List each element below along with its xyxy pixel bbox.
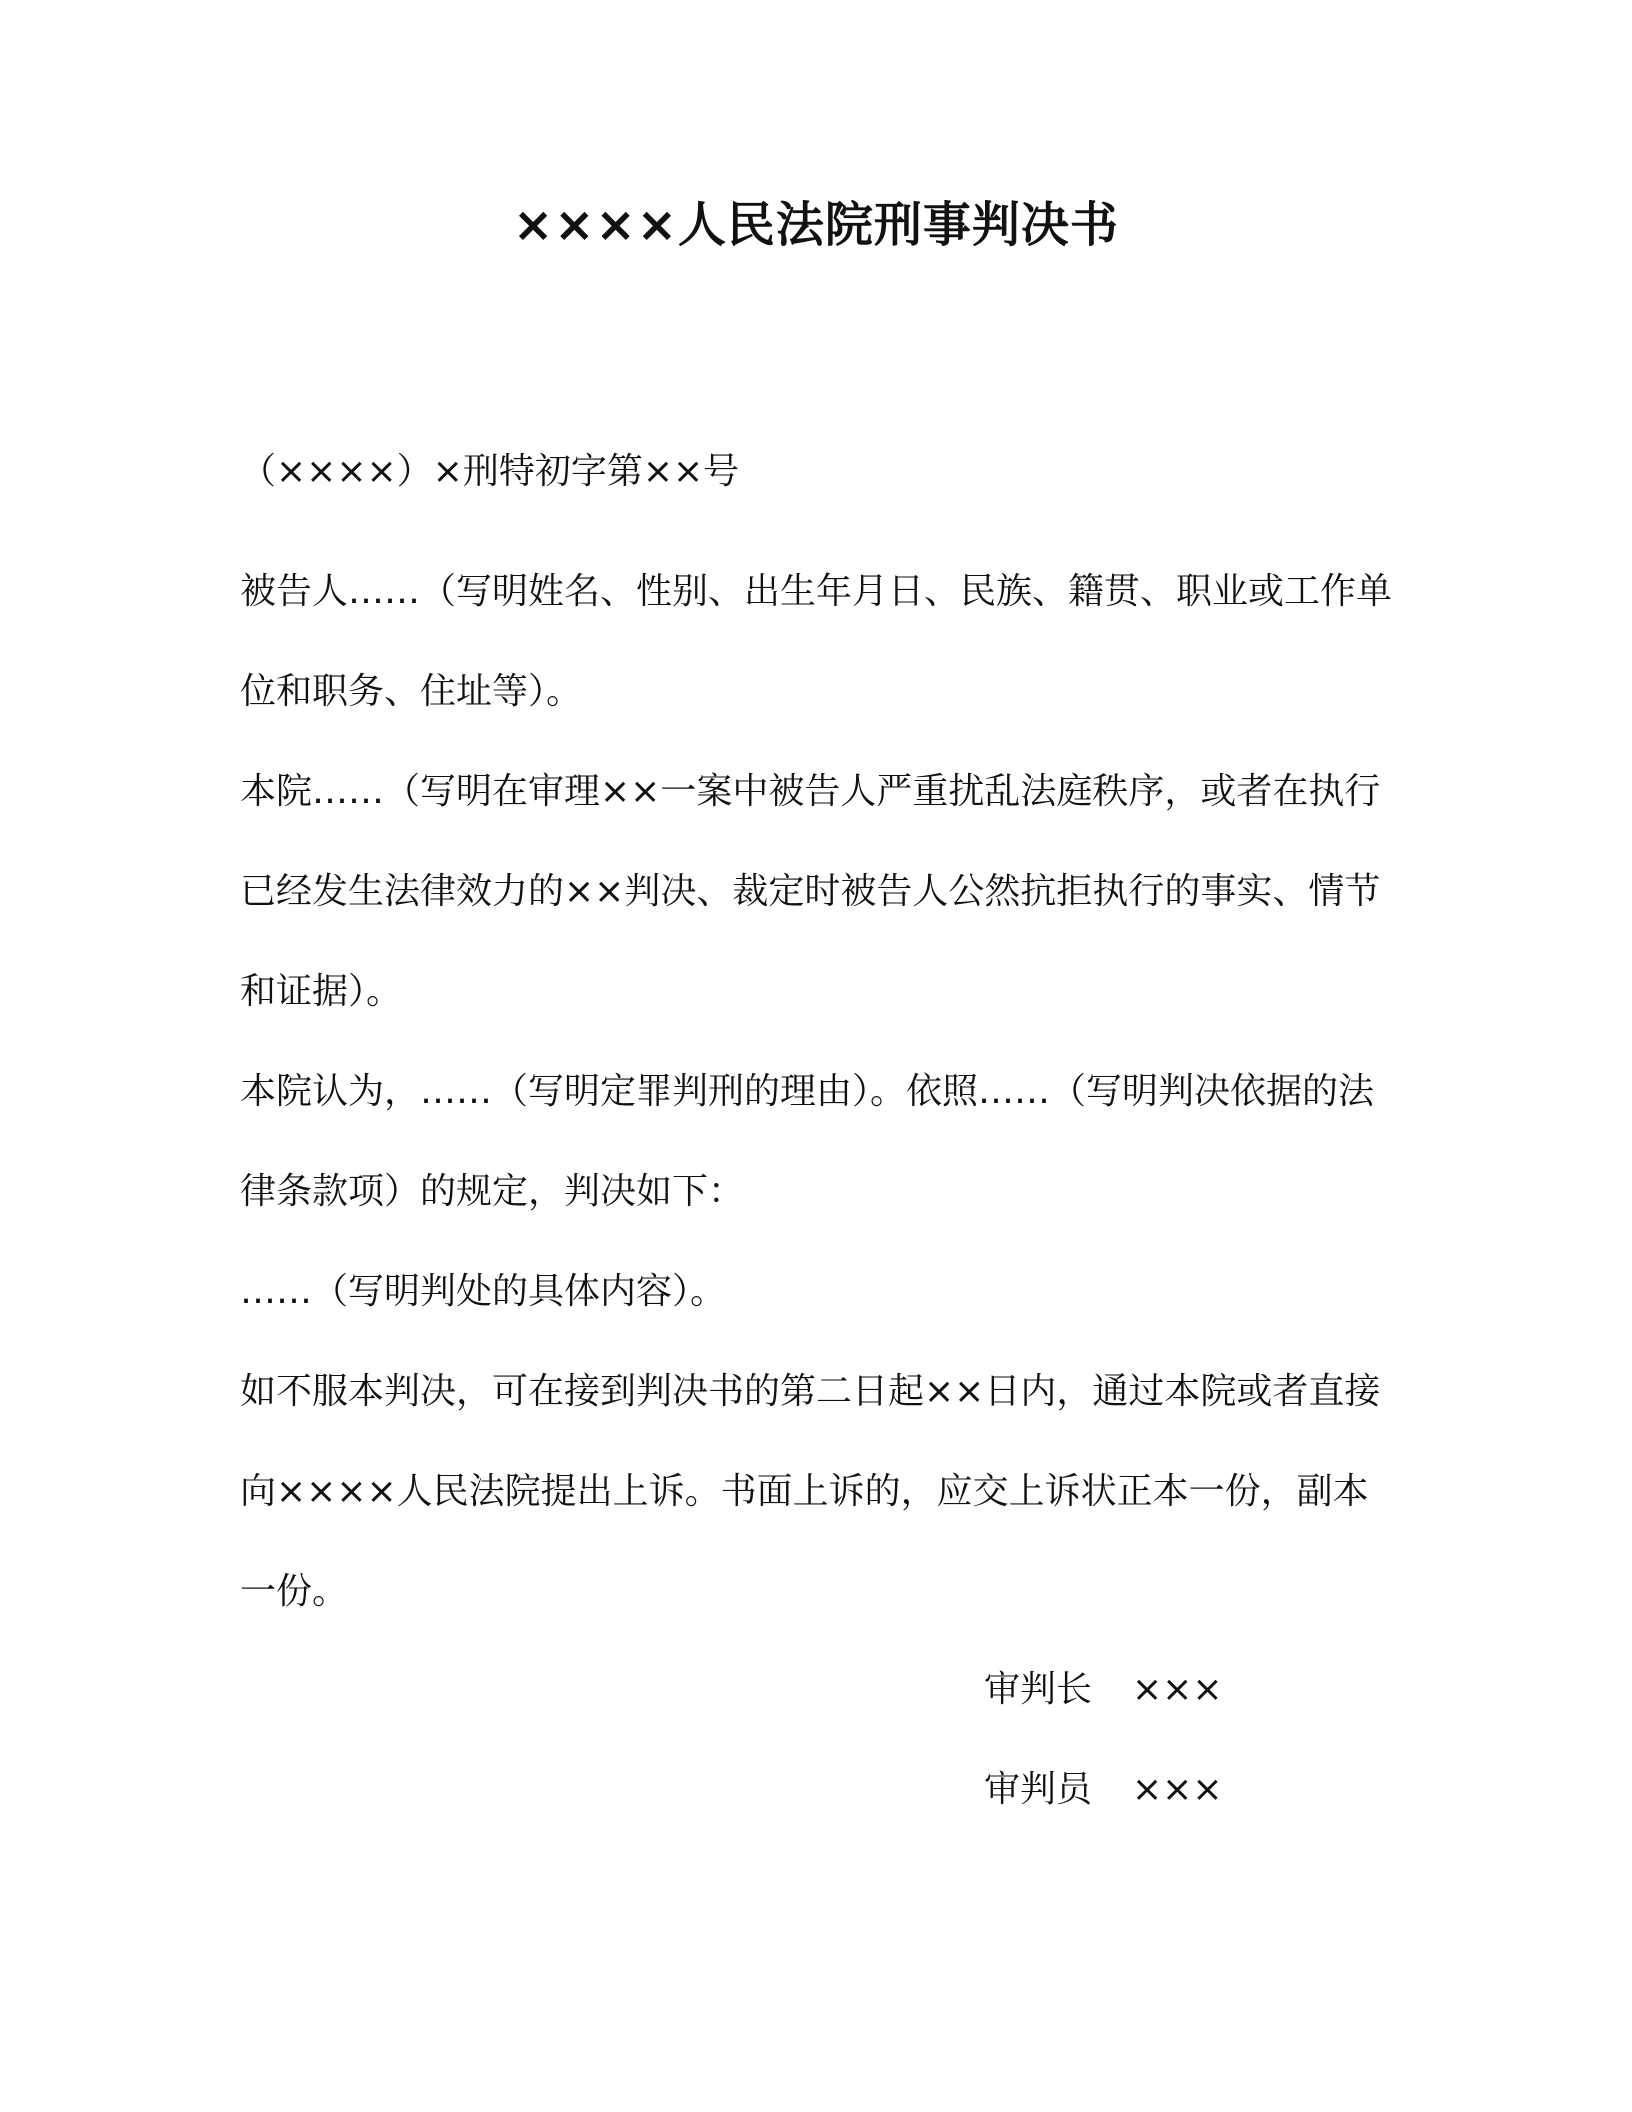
- signature-block: [984, 1640, 1223, 1840]
- signature-presiding-judge: [984, 1640, 1223, 1740]
- paragraph-judgment: ……（写明判处的具体内容）。: [240, 1271, 727, 1312]
- signature-judge: [984, 1740, 1223, 1840]
- paragraph-defendant: 被告人……（写明姓名、性别、出生年月日、民族、籍贯、职业或工作单位和职务、住址等）。: [240, 571, 1393, 712]
- document-title: ××××人民法院刑事判决书: [513, 197, 1119, 253]
- paragraph-facts: 本院……（写明在审理××一案中被告人严重扰乱法庭秩序，或者在执行已经发生法律效力的××判决、裁定时被告人公然抗拒执行的事实、情节和证据）。: [240, 771, 1381, 1012]
- case-number: （××××）×刑特初字第××号: [240, 451, 740, 492]
- paragraph-appeal: 如不服本判决，可在接到判决书的第二日起××日内，通过本院或者直接向××××人民法院提出上诉。书面上诉的，应交上诉状正本一份，副本一份。: [240, 1371, 1381, 1612]
- signature-role: 审判长: [984, 1669, 1093, 1710]
- paragraph-reasoning: 本院认为，……（写明定罪判刑的理由）。依照……（写明判决依据的法律条款项）的规定，判决如下：: [240, 1071, 1375, 1212]
- signature-name: ×××: [1132, 1669, 1223, 1710]
- signature-name: ×××: [1132, 1769, 1223, 1810]
- document-body: [240, 542, 1396, 1642]
- signature-role: 审判员: [984, 1769, 1093, 1810]
